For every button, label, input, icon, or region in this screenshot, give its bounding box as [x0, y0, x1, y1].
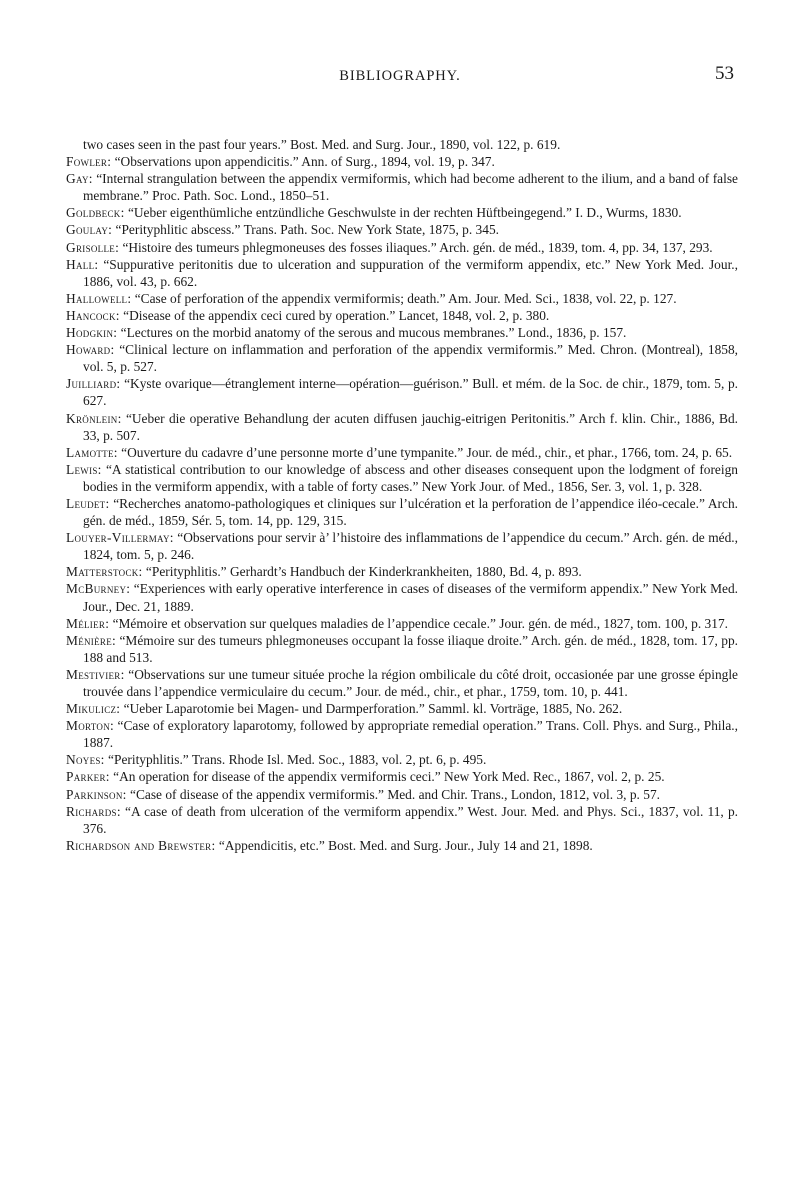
entry-author: Hall:: [66, 256, 99, 272]
entry-citation: “Ouverture du cadavre d’une personne morte d’une tympanite.” Jour. de méd., chir., et phar., 1766, tom. 24, p. 65.: [117, 444, 733, 460]
entry-citation: “Ueber Laparotomie bei Magen- und Darmperforation.” Samml. kl. Vorträge, 1885, No. 262.: [120, 701, 623, 717]
bibliography-entry: [66, 239, 738, 256]
page-header: [0, 63, 800, 98]
entry-author: Gay:: [66, 171, 93, 187]
entry-author: Hancock:: [66, 307, 120, 323]
entry-citation: “Kyste ovarique—étranglement interne—opération—guérison.” Bull. et mém. de la Soc. de chir., 1879, tom. 5, p. 627.: [83, 376, 738, 409]
bibliography-entry: [66, 632, 738, 666]
entry-citation: “Case of perforation of the appendix vermiformis; death.” Am. Jour. Med. Sci., 1838, vol. 22, p. 127.: [131, 290, 677, 306]
entry-citation: “A case of death from ulceration of the vermiform appendix.” West. Jour. Med. and Phys. Sci., 1837, vol. 11, p. 376.: [83, 803, 738, 836]
entry-author: Juilliard:: [66, 376, 121, 392]
bibliography-entry: [66, 341, 738, 375]
entry-citation: “Observations upon appendicitis.” Ann. of Surg., 1894, vol. 19, p. 347.: [111, 154, 495, 170]
entry-citation: “An operation for disease of the appendix vermiformis ceci.” New York Med. Rec., 1867, vol. 2, p. 25.: [109, 769, 665, 785]
bibliography-entry: [66, 307, 738, 324]
entry-author: Howard:: [66, 342, 115, 358]
bibliography-entry: [66, 221, 738, 238]
entry-citation: “Clinical lecture on inflammation and perforation of the appendix vermiformis.” Med. Chron. (Montreal), 1858, vol. 5, p. 527.: [83, 342, 738, 375]
entry-author: Goulay:: [66, 222, 113, 238]
entry-citation: “Histoire des tumeurs phlegmoneuses des fosses iliaques.” Arch. gén. de méd., 1839, tom. 4, pp. 34, 137, 293.: [119, 239, 713, 255]
entry-author: Fowler:: [66, 154, 112, 170]
bibliography-entry: [66, 324, 738, 341]
entry-citation: “Observations sur une tumeur située proche la région ombilicale du côté droit, occasionée par une grosse épingle trouvée dans l’appendice vermiculaire du cecum.” Jour. de méd., chir., et phar., 1759, tom. 10, p. 441.: [83, 666, 738, 699]
entry-author: Matterstock:: [66, 564, 143, 580]
entry-author: McBurney:: [66, 581, 131, 597]
bibliography-list: [66, 136, 738, 854]
entry-citation: “Appendicitis, etc.” Bost. Med. and Surg. Jour., July 14 and 21, 1898.: [215, 837, 593, 853]
entry-author: Ménière:: [66, 632, 117, 648]
bibliography-entry: [66, 563, 738, 580]
bibliography-entry: [66, 529, 738, 563]
entry-citation: two cases seen in the past four years.” Bost. Med. and Surg. Jour., 1890, vol. 122, p. 619.: [83, 137, 561, 152]
bibliography-entry: [66, 580, 738, 614]
bibliography-entry: [66, 700, 738, 717]
entry-author: Mikulicz:: [66, 701, 121, 717]
bibliography-entry: [66, 786, 738, 803]
entry-author: Morton:: [66, 718, 115, 734]
bibliography-entry: [66, 803, 738, 837]
entry-citation: “Perityphlitic abscess.” Trans. Path. Soc. New York State, 1875, p. 345.: [112, 222, 499, 238]
entry-citation: “Case of exploratory laparotomy, followed by appropriate remedial operation.” Trans. Coll. Phys. and Surg., Phila., 1887.: [83, 718, 738, 751]
entry-author: Krönlein:: [66, 410, 122, 426]
entry-citation: “Lectures on the morbid anatomy of the serous and mucous membranes.” Lond., 1836, p. 157.: [117, 325, 627, 341]
entry-author: Hodgkin:: [66, 325, 118, 341]
bibliography-entry: [66, 444, 738, 461]
entry-author: Mestivier:: [66, 666, 125, 682]
entry-author: Richardson and Brewster:: [66, 837, 216, 853]
bibliography-entry: [66, 375, 738, 409]
bibliography-entry: [66, 153, 738, 170]
bibliography-entry: [66, 768, 738, 785]
bibliography-entry: [66, 615, 738, 632]
entry-author: Lewis:: [66, 461, 102, 477]
entry-citation: “Internal strangulation between the appendix vermiformis, which had become adherent to the ilium, and a band of false membrane.” Proc. Path. Soc. Lond., 1850–51.: [83, 171, 738, 204]
page-number: 53: [715, 63, 734, 84]
bibliography-entry: [66, 204, 738, 221]
entry-citation: “Ueber die operative Behandlung der acuten diffusen jauchig-eitrigen Peritonitis.” Arch f. klin. Chir., 1886, Bd. 33, p. 507.: [83, 410, 738, 443]
entry-author: Richards:: [66, 803, 121, 819]
entry-citation: “Ueber eigenthümliche entzündliche Geschwulste in der rechten Hüftbeingegend.” I. D., Wurms, 1830.: [124, 205, 682, 221]
bibliography-entry: [66, 751, 738, 768]
entry-citation: “Perityphlitis.” Trans. Rhode Isl. Med. Soc., 1883, vol. 2, pt. 6, p. 495.: [104, 752, 487, 768]
entry-author: Lamotte:: [66, 444, 118, 460]
entry-citation: “Suppurative peritonitis due to ulceration and suppuration of the vermiform appendix, etc.” New York Med. Jour., 1886, vol. 43, p. 662.: [83, 256, 738, 289]
entry-citation: “Observations pour servir à’ l’histoire des inflammations de l’appendice du cecum.” Arch. gén. de méd., 1824, tom. 5, p. 246.: [83, 530, 738, 563]
entry-citation: “Recherches anatomo-pathologiques et cliniques sur l’ulcération et la perforation de l’appendice iléo-cecale.” Arch. gén. de méd., 1859, Sér. 5, tom. 14, pp. 129, 315.: [83, 495, 738, 529]
entry-author: Mélier:: [66, 615, 110, 631]
entry-author: Parker:: [66, 769, 110, 785]
entry-citation: “Mémoire sur des tumeurs phlegmoneuses occupant la fosse iliaque droite.” Arch. gén. de méd., 1828, tom. 17, pp. 188 and 513.: [83, 632, 738, 665]
entry-citation: “Disease of the appendix ceci cured by operation.” Lancet, 1848, vol. 2, p. 380.: [119, 307, 550, 323]
bibliography-entry: [66, 461, 738, 495]
bibliography-entry: [66, 256, 738, 290]
bibliography-entry: [66, 495, 738, 529]
entry-citation: “Case of disease of the appendix vermiformis.” Med. and Chir. Trans., London, 1812, vol. 3, p. 57.: [126, 786, 660, 802]
entry-citation: “Perityphlitis.” Gerhardt’s Handbuch der Kinderkrankheiten, 1880, Bd. 4, p. 893.: [142, 564, 582, 580]
running-title: BIBLIOGRAPHY.: [339, 68, 461, 84]
bibliography-entry: [66, 410, 738, 444]
bibliography-entry: [66, 717, 738, 751]
bibliography-entry: [66, 136, 738, 153]
entry-author: Leudet:: [66, 495, 110, 511]
entry-citation: “A statistical contribution to our knowledge of abscess and other diseases consequent upon the lodgment of foreign bodies in the vermiform appendix, with a table of forty cases.” New York Jour. of Med., 1856, Ser. 3, vol. 1, p. 328.: [83, 461, 738, 494]
entry-author: Noyes:: [66, 752, 105, 768]
entry-author: Hallowell:: [66, 290, 132, 306]
bibliography-entry: [66, 666, 738, 700]
entry-author: Louyer-Villermay:: [66, 530, 174, 546]
entry-citation: “Mémoire et observation sur quelques maladies de l’appendice cecale.” Jour. gén. de méd., 1827, tom. 100, p. 317.: [109, 615, 728, 631]
bibliography-entry: [66, 290, 738, 307]
bibliography-entry: [66, 837, 738, 854]
entry-citation: “Experiences with early operative interference in cases of diseases of the vermiform appendix.” New York Med. Jour., Dec. 21, 1889.: [83, 581, 738, 614]
entry-author: Parkinson:: [66, 786, 127, 802]
entry-author: Grisolle:: [66, 239, 120, 255]
entry-author: Goldbeck:: [66, 205, 125, 221]
bibliography-entry: [66, 170, 738, 204]
